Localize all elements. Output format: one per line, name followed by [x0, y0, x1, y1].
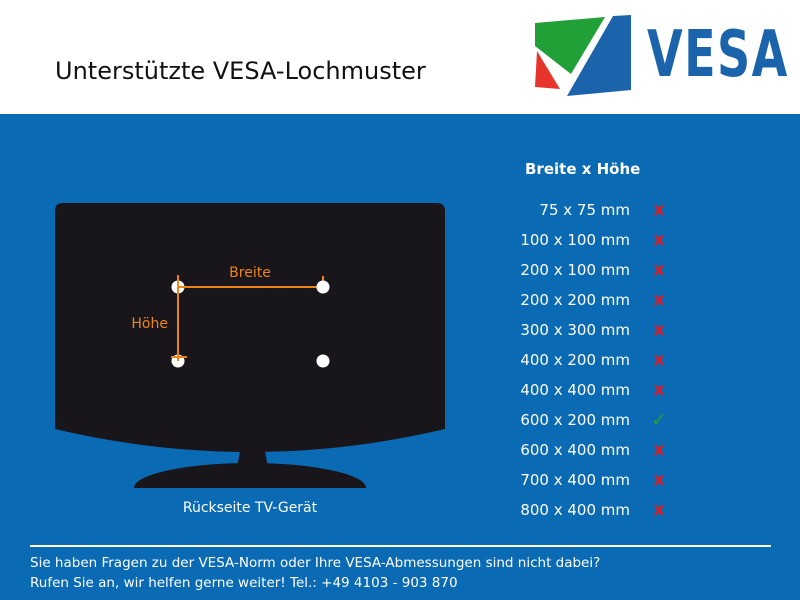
check-icon: ✓	[651, 408, 667, 431]
content-panel	[0, 114, 800, 600]
cross-icon: x	[653, 289, 665, 310]
hoehe-label: Höhe	[131, 316, 168, 332]
cross-icon: x	[653, 499, 665, 520]
pattern-row	[505, 255, 674, 285]
cross-icon: x	[653, 319, 665, 340]
tv-diagram	[30, 195, 470, 515]
tv-stand-base	[134, 463, 366, 488]
pattern-size: 300 x 300 mm	[520, 321, 630, 339]
page-title: Unterstützte VESA-Lochmuster	[55, 57, 426, 85]
pattern-size: 200 x 100 mm	[520, 261, 630, 279]
vesa-logo-text: VESA	[647, 18, 789, 92]
pattern-row	[505, 315, 674, 345]
vesa-hole-bottom-right	[317, 355, 330, 368]
vesa-logo-mark-icon	[528, 10, 638, 105]
pattern-size: 600 x 200 mm	[520, 411, 630, 429]
cross-icon: x	[653, 229, 665, 250]
pattern-row	[505, 285, 674, 315]
patterns-heading: Breite x Höhe	[525, 160, 641, 178]
pattern-size: 75 x 75 mm	[539, 201, 630, 219]
pattern-row	[505, 345, 674, 375]
pattern-row	[505, 405, 674, 435]
cross-icon: x	[653, 199, 665, 220]
pattern-row	[505, 465, 674, 495]
cross-icon: x	[653, 259, 665, 280]
footer	[30, 553, 600, 593]
pattern-size: 700 x 400 mm	[520, 471, 630, 489]
pattern-row	[505, 225, 674, 255]
footer-line1: Sie haben Fragen zu der VESA-Norm oder Ihre VESA-Abmessungen sind nicht dabei?	[30, 555, 601, 571]
cross-icon: x	[653, 469, 665, 490]
pattern-size: 100 x 100 mm	[520, 231, 630, 249]
footer-line2: Rufen Sie an, wir helfen gerne weiter! Tel.: +49 4103 - 903 870	[30, 575, 458, 591]
pattern-size: 800 x 400 mm	[520, 501, 630, 519]
header	[0, 0, 800, 114]
footer-divider	[30, 545, 771, 547]
pattern-size: 400 x 400 mm	[520, 381, 630, 399]
cross-icon: x	[653, 439, 665, 460]
tv-caption: Rückseite TV-Gerät	[182, 500, 318, 516]
pattern-row	[505, 435, 674, 465]
pattern-size: 600 x 400 mm	[520, 441, 630, 459]
pattern-row	[505, 375, 674, 405]
pattern-row	[505, 195, 674, 225]
breite-label: Breite	[229, 265, 271, 281]
pattern-list	[505, 195, 674, 525]
pattern-size: 200 x 200 mm	[520, 291, 630, 309]
cross-icon: x	[653, 349, 665, 370]
pattern-row	[505, 495, 674, 525]
pattern-size: 400 x 200 mm	[520, 351, 630, 369]
vesa-hole-top-right	[317, 281, 330, 294]
tv-body	[55, 203, 445, 452]
cross-icon: x	[653, 379, 665, 400]
